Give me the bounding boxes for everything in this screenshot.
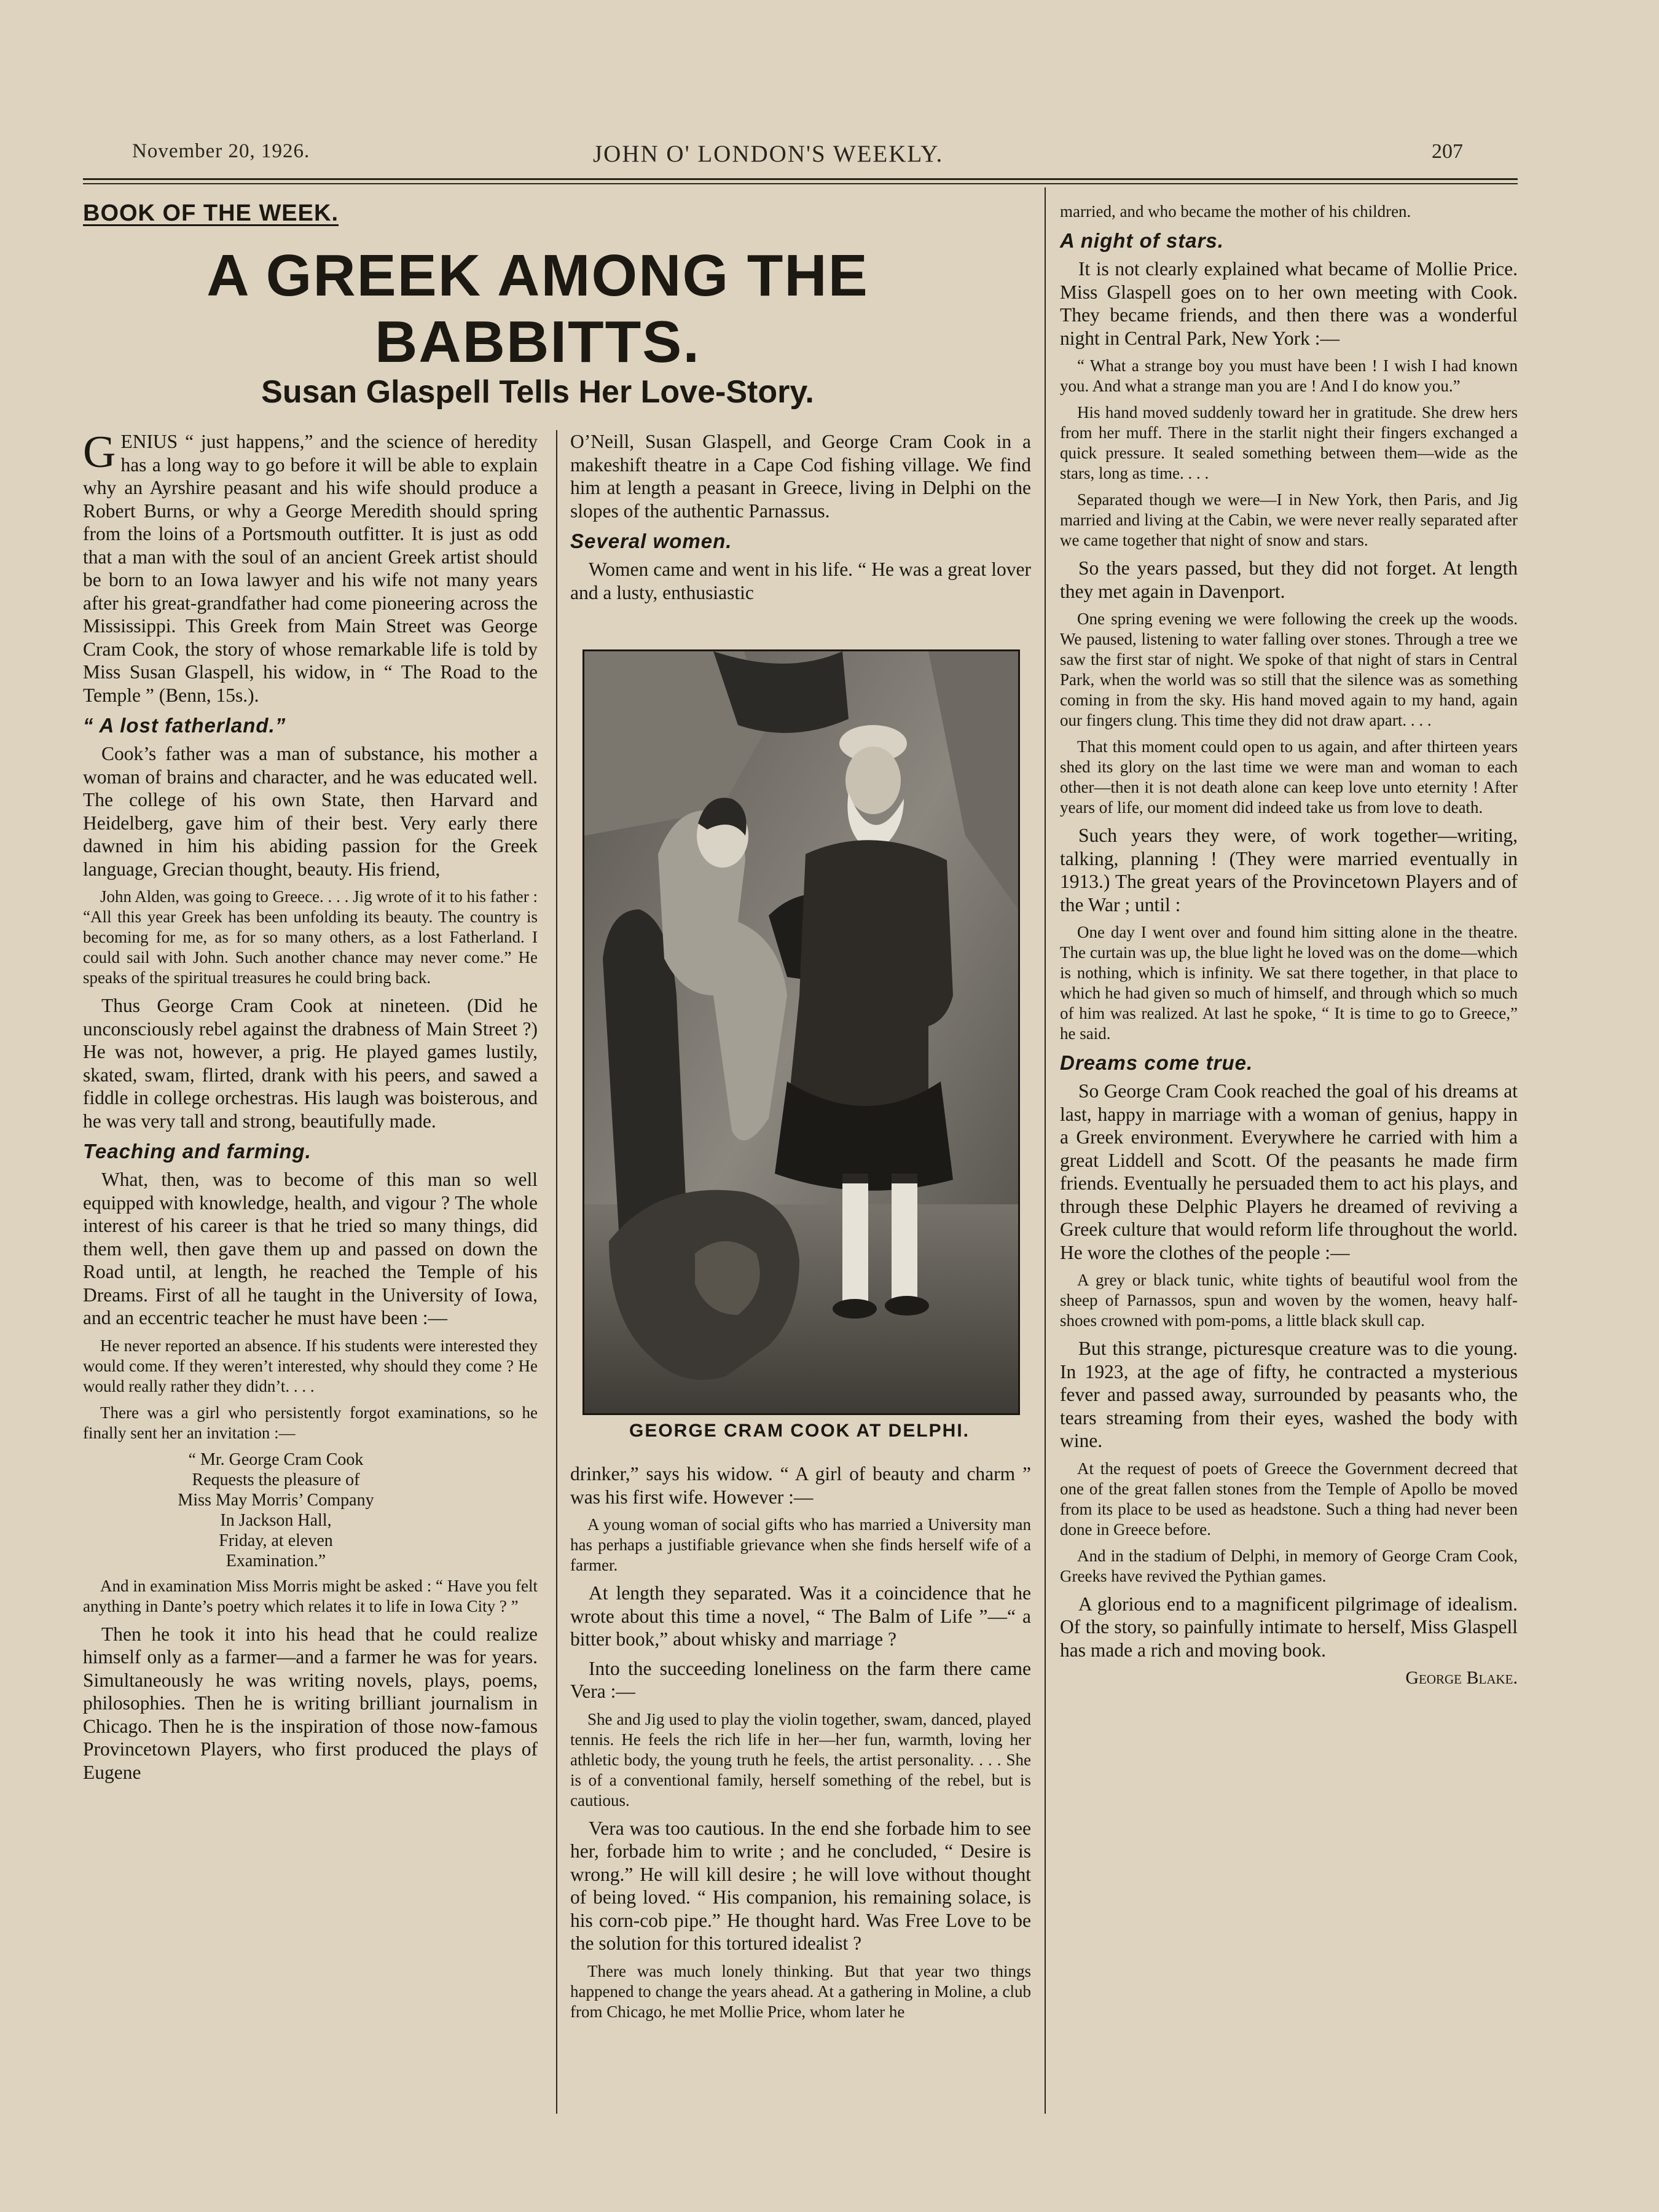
article-column-2 xyxy=(570,430,1031,610)
subheading: Teaching and farming. xyxy=(83,1140,312,1163)
article-column-1 xyxy=(83,427,538,1790)
photo-image xyxy=(584,651,1018,1413)
subheading: Dreams come true. xyxy=(1060,1051,1253,1074)
paragraph: Vera was too cautious. In the end she forbade him to see her, forbade him to write ; and he concluded, “ Desire is wrong.” He will kill desire ; he will love without thought of being loved. “ His companion, his remaining solace, is his corn-cob pipe.” He thought hard. Was Free Love to be the solution for this tortured idealist ? xyxy=(570,1817,1031,1954)
page-number: 207 xyxy=(1432,140,1463,163)
invitation-line: “ Mr. George Cram Cook xyxy=(188,1449,364,1469)
block-quote: He never reported an absence. If his students were interested they would come. If they weren’t interested, why should they come ? He would really rather they didn’t. . . . xyxy=(83,1336,538,1395)
block-quote: Separated though we were—I in New York, then Paris, and Jig married and living at the Cabin, we were never really separated after we came together that night of snow and stars. xyxy=(1060,490,1518,549)
paragraph: Women came and went in his life. “ He was a great lover and a lusty, enthusiastic xyxy=(570,559,1031,603)
block-quote: One spring evening we were following the creek up the woods. We paused, listening to water falling over stones. Through a tree we saw the first star of night. We spoke of that night of stars in Central Park, when the world was so still that the silence was as something coming in from the sky. His hand moved again to my hand, again our fingers clung. This time they did not draw apart. . . . xyxy=(1060,610,1518,729)
header-rule-bottom xyxy=(83,183,1518,184)
article-column-2-lower xyxy=(570,1462,1031,2028)
subheading: “ A lost fatherland.” xyxy=(83,714,286,737)
subheadline: Susan Glaspell Tells Her Love-Story. xyxy=(261,374,814,410)
photo-caption: GEORGE CRAM COOK AT DELPHI. xyxy=(629,1421,970,1441)
section-label: BOOK OF THE WEEK. xyxy=(83,200,339,226)
paragraph: Thus George Cram Cook at nineteen. (Did he unconsciously rebel against the drabness of Main Street ?) He was not, however, a prig. He played games lustily, skated, swam, flirted, drank with his peers, and sawed a fiddle in college orchestras. His laugh was boisterous, and he was very tall and strong, beautifully made. xyxy=(83,995,538,1132)
paragraph: Then he took it into his head that he could realize himself only as a farmer—and a farmer he was for years. Simultaneously he was writing novels, plays, poems, philosophies. Then he is writing brilliant journalism in Chicago. Then he is the inspiration of those now-famous Provincetown Players, who first produced the plays of Eugene xyxy=(83,1623,538,1783)
lead-paragraph: GENIUS “ just happens,” and the science of heredity has a long way to go before it will be able to explain why an Ayrshire peasant and his wife should produce a Robert Burns, or why a George Meredith should spring from the loins of a Portsmouth outfitter. It is just as odd that a man with the soul of an ancient Greek artist should be born to an Iowa lawyer and his wife not many years after his great-grandfather had come pioneering across the Mississippi. This Greek from Main Street was George Cram Cook, the story of whose remarkable life is told by Miss Susan Glaspell, his widow, in “ The Road to the Temple ” (Benn, 15s.). xyxy=(83,427,538,706)
photograph xyxy=(582,649,1020,1415)
column-rule-2 xyxy=(1045,187,1046,2114)
block-quote: And in examination Miss Morris might be asked : “ Have you felt anything in Dante’s poetry which relates it to life in Iowa City ? ” xyxy=(83,1576,538,1615)
paragraph: Such years they were, of work together—writing, talking, planning ! (They were married eventually in 1913.) The great years of the Provincetown Players and of the War ; until : xyxy=(1060,825,1518,916)
block-quote: There was much lonely thinking. But that year two things happened to change the years ahead. At a gathering in Moline, a club from Chicago, he met Mollie Price, whom later he xyxy=(570,1961,1031,2021)
invitation-line: Examination.” xyxy=(226,1551,326,1571)
block-quote: That this moment could open to us again, and after thirteen years shed its glory on the last time we were man and woman to each other—then it is not death alone can keep love unto eternity ! After years of life, our moment did indeed take us from love to death. xyxy=(1060,737,1518,817)
subheading: A night of stars. xyxy=(1060,229,1224,252)
invitation-card xyxy=(138,1449,396,1571)
headline-line-1: A GREEK AMONG THE xyxy=(206,243,869,308)
issue-date: November 20, 1926. xyxy=(132,140,310,162)
headline xyxy=(86,243,989,375)
block-quote: At the request of poets of Greece the Government decreed that one of the great fallen stones from the Temple of Apollo be moved from its place to be used as headstone. Such a thing had never been done in Greece before. xyxy=(1060,1459,1518,1539)
block-quote: “ What a strange boy you must have been ! I wish I had known you. And what a strange man you are ! And I do know you.” xyxy=(1060,356,1518,395)
paragraph: But this strange, picturesque creature was to die young. In 1923, at the age of fifty, he contracted a mysterious fever and passed away, surrounded by peasants who, the tears streaming from their eyes, washed the body with wine. xyxy=(1060,1338,1518,1451)
block-quote: She and Jig used to play the violin together, swam, danced, played tennis. He feels the rich life in her—her fun, warmth, loving her athletic body, the young truth he feels, the artist personality. . . . She is of a conventional family, herself something of the rebel, but is cautious. xyxy=(570,1709,1031,1810)
headline-line-2: BABBITTS. xyxy=(375,309,700,375)
paragraph: A glorious end to a magnificent pilgrimage of idealism. Of the story, so painfully intimate to herself, Miss Glaspell has made a rich and moving book. xyxy=(1060,1593,1518,1661)
block-quote: married, and who became the mother of his children. xyxy=(1060,202,1411,221)
paragraph: At length they separated. Was it a coincidence that he wrote about this time a novel, “ The Balm of Life ”—“ a bitter book,” about whisky and marriage ? xyxy=(570,1582,1031,1650)
block-quote: John Alden, was going to Greece. . . . Jig wrote of it to his father : “All this year Greek has been unfolding its beauty. The country is becoming for me, as for so many others, as a lost Fatherland. I could sail with John. Such another chance may never come.” He speaks of the spiritual treasures he could bring back. xyxy=(83,887,538,987)
article-column-3 xyxy=(1060,202,1518,1695)
masthead: JOHN O' LONDON'S WEEKLY. xyxy=(593,141,944,167)
block-quote: A grey or black tunic, white tights of beautiful wool from the sheep of Parnassos, spun and woven by the women, heavy half-shoes crowned with pom-poms, a little black skull cap. xyxy=(1060,1271,1518,1330)
paragraph: Into the succeeding loneliness on the farm there came Vera :— xyxy=(570,1657,1031,1702)
invitation-line: Miss May Morris’ Company xyxy=(178,1490,374,1510)
invitation-line: Requests the pleasure of xyxy=(192,1470,360,1489)
paragraph: Cook’s father was a man of substance, his mother a woman of brains and character, and he was educated well. The college of his own State, then Harvard and Heidelberg, gave him of their best. Very early there dawned in him his abiding passion for the Greek language, Grecian thought, beauty. His friend, xyxy=(83,743,538,880)
drop-cap: G xyxy=(83,427,116,477)
paragraph: O’Neill, Susan Glaspell, and George Cram Cook in a makeshift theatre in a Cape Cod fishing village. We find him at length a peasant in Greece, living in Delphi on the slopes of the authentic Parnassus. xyxy=(570,431,1031,522)
column-rule-1 xyxy=(556,430,557,2114)
block-quote: And in the stadium of Delphi, in memory of George Cram Cook, Greeks have revived the Pythian games. xyxy=(1060,1546,1518,1585)
paragraph: drinker,” says his widow. “ A girl of beauty and charm ” was his first wife. However :— xyxy=(570,1463,1031,1508)
paragraph: It is not clearly explained what became of Mollie Price. Miss Glaspell goes on to her own meeting with Cook. They became friends, and then there was a wonderful night in Central Park, New York :— xyxy=(1060,258,1518,349)
block-quote: A young woman of social gifts who has married a University man has perhaps a justifiable grievance when she finds herself wife of a farmer. xyxy=(570,1515,1031,1574)
paragraph: So the years passed, but they did not forget. At length they met again in Davenport. xyxy=(1060,557,1518,602)
block-quote: One day I went over and found him sitting alone in the theatre. The curtain was up, the blue light he loved was on the dome—which is nothing, which is infinity. We sat there together, in that place to which he had given so much of himself, and through which so much of him was realized. At last he spoke, “ It is time to go to Greece,” he said. xyxy=(1060,923,1518,1043)
invitation-line: In Jackson Hall, xyxy=(220,1510,332,1530)
block-quote: His hand moved suddenly toward her in gratitude. She drew hers from her muff. There in the starlit night their fingers exchanged a quick pressure. It sealed something between them—wide as the stars, long as time. . . . xyxy=(1060,403,1518,482)
subheading: Several women. xyxy=(570,530,732,552)
header-rule-top xyxy=(83,178,1518,180)
invitation-line: Friday, at eleven xyxy=(219,1531,333,1550)
block-quote: There was a girl who persistently forgot examinations, so he finally sent her an invitation :— xyxy=(83,1403,538,1442)
paragraph: What, then, was to become of this man so well equipped with knowledge, health, and vigour ? The whole interest of his career is that he tried so many things, did them well, then gave them up and passed on down the Road until, at length, he reached the Temple of his Dreams. First of all he taught in the University of Iowa, and an eccentric teacher he must have been :— xyxy=(83,1169,538,1328)
paragraph: So George Cram Cook reached the goal of his dreams at last, happy in marriage with a woman of genius, happy in a Greek environment. Everywhere he carried with him a great Liddell and Scott. Of the peasants he made firm friends. Eventually he persuaded them to act his plays, and through these Delphic Players he dreamed of reviving a Greek culture that would reform life throughout the world. He wore the clothes of the people :— xyxy=(1060,1080,1518,1263)
byline: George Blake. xyxy=(1405,1668,1518,1688)
